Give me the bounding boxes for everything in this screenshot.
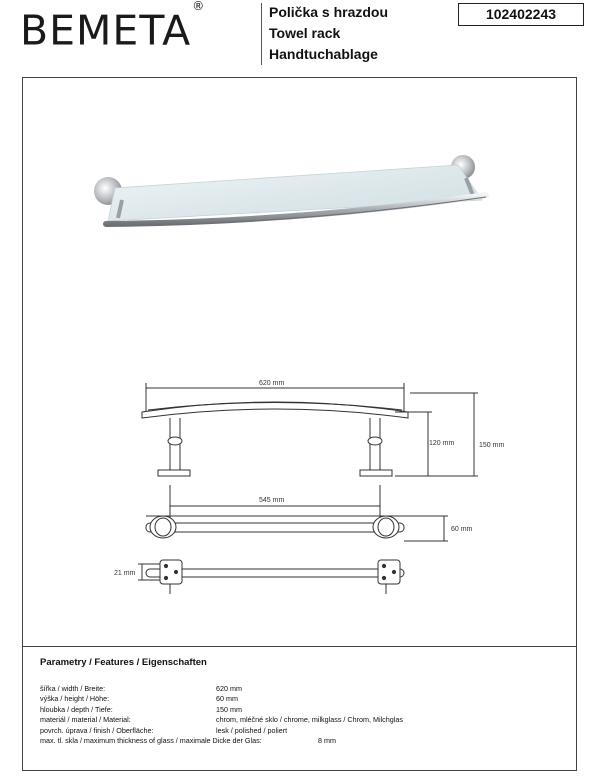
product-code: 102402243 [458,3,584,26]
param-value: 8 mm [318,735,336,745]
dim-total-height: 150 mm [479,442,505,449]
dim-height: 120 mm [429,440,455,447]
glass-shelf [108,165,482,221]
title-en: Towel rack [269,25,341,41]
brand-logo: BEMETA® [20,0,206,55]
param-label: materiál / material / Material: [40,715,131,725]
param-label: výška / height / Höhe: [40,694,110,704]
param-label: šířka / width / Breite: [40,684,106,693]
title-cs: Polička s hrazdou [269,4,389,20]
side-view [138,560,404,594]
dim-depth: 60 mm [451,526,473,533]
dim-width: 620 mm [259,380,285,387]
param-value: 620 mm [216,684,242,693]
top-view [146,485,448,541]
params-title: Parametry / Features / Eigenschaften [40,657,207,668]
param-value: chrom, mléčné sklo / chrome, milkglass / Chrom, Milchglas [216,715,403,725]
front-view [142,383,478,476]
dim-spacing: 545 mm [259,497,285,504]
dim-rod: 21 mm [114,570,136,577]
param-value: 60 mm [216,694,238,704]
registered-mark: ® [192,0,206,13]
param-value: lesk / polished / poliert [216,725,288,735]
title-de: Handtuchablage [269,46,378,62]
param-label: povrch. úprava / finish / Oberfläche: [40,725,154,735]
product-photo [94,155,486,226]
param-label: max. tl. skla / maximum thickness of glass / maximale Dicke der Glas: [40,735,262,745]
param-label: hloubka / depth / Tiefe: [40,704,113,714]
param-value: 150 mm [216,704,242,714]
